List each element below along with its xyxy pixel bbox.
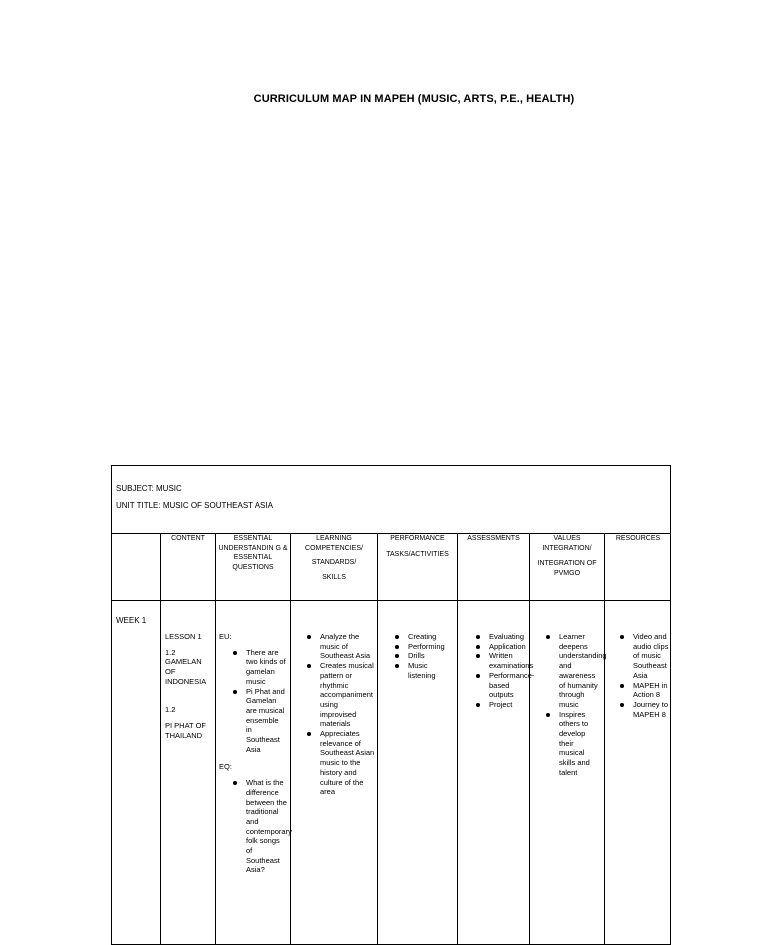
content-item-number: 1.2 bbox=[165, 704, 176, 714]
column-divider bbox=[529, 533, 530, 944]
values-list bbox=[559, 632, 607, 778]
column-heading-essential: ESSENTIAL UNDERSTANDIN G & ESSENTIAL QUESTIONS bbox=[218, 535, 288, 571]
assessments-list bbox=[489, 632, 535, 710]
values-cell bbox=[559, 632, 607, 778]
column-heading-performance bbox=[378, 533, 457, 559]
learning-cell bbox=[320, 632, 376, 797]
eq-item: What is the difference between the traditional and contemporary folk songs of Southeast Asia? bbox=[246, 778, 292, 875]
assessments-cell bbox=[489, 632, 535, 710]
unit-title-label: UNIT TITLE: MUSIC OF SOUTHEAST ASIA bbox=[116, 501, 273, 510]
learning-list bbox=[320, 632, 376, 797]
content-item-gamelan: 1.2 GAMELAN OF INDONESIA bbox=[165, 647, 207, 686]
performance-item: Drills bbox=[408, 651, 456, 661]
assessment-item: Application bbox=[489, 641, 526, 651]
column-divider bbox=[457, 533, 458, 944]
learning-item: Appreciates relevance of Southeast Asian music to the history and culture of the area bbox=[320, 729, 375, 797]
performance-heading-line2: TASKS/ACTIVITIES bbox=[386, 550, 449, 558]
resource-item: Video and audio clips of music Southeast Asia bbox=[633, 632, 669, 680]
column-heading-assessments: ASSESSMENTS bbox=[467, 535, 520, 542]
eu-item: Pi Phat and Gamelan are musical ensemble in Southeast Asia bbox=[246, 686, 285, 754]
column-heading-values bbox=[530, 533, 604, 578]
eq-list bbox=[246, 778, 292, 875]
column-heading-content: CONTENT bbox=[171, 535, 205, 542]
performance-heading-line1: PERFORMANCE bbox=[390, 535, 445, 542]
column-divider bbox=[160, 533, 161, 944]
assessment-item: Project bbox=[489, 700, 527, 710]
resources-list bbox=[633, 632, 669, 719]
column-divider bbox=[604, 533, 605, 944]
table-header-block bbox=[112, 466, 670, 534]
content-item-piphat: PI PHAT OF THAILAND bbox=[165, 721, 206, 740]
content-cell bbox=[165, 632, 213, 741]
curriculum-table bbox=[111, 465, 671, 945]
eu-list bbox=[246, 648, 287, 755]
eu-item: There are two kinds of gamelan music bbox=[246, 647, 286, 686]
performance-item: Performing bbox=[408, 642, 456, 652]
resources-cell bbox=[633, 632, 669, 719]
performance-cell bbox=[408, 632, 456, 681]
values-heading-line1: VALUES INTEGRATION/ bbox=[542, 535, 592, 552]
performance-item: Music listening bbox=[408, 661, 456, 680]
column-heading-resources: RESOURCES bbox=[615, 535, 661, 542]
assessment-item: Evaluating bbox=[489, 632, 527, 642]
performance-item: Creating bbox=[408, 632, 456, 642]
header-row-divider bbox=[112, 600, 670, 601]
week-label: WEEK 1 bbox=[116, 616, 147, 625]
learning-item: Analyze the music of Southeast Asia bbox=[320, 632, 376, 661]
column-divider bbox=[377, 533, 378, 944]
values-item: Learner deepens understanding and awareness of humanity through music bbox=[559, 632, 607, 709]
learning-heading-line2: STANDARDS/ bbox=[311, 559, 357, 566]
column-divider bbox=[290, 533, 291, 944]
learning-heading-line1: LEARNING COMPETENCIES/ bbox=[305, 535, 363, 552]
performance-list bbox=[408, 632, 456, 681]
essential-cell bbox=[219, 632, 292, 875]
eu-label: EU: bbox=[219, 632, 232, 641]
subject-label: SUBJECT: MUSIC bbox=[116, 484, 182, 493]
assessment-item: Performance-based outputs bbox=[489, 670, 535, 700]
resource-item: Journey to MAPEH 8 bbox=[633, 699, 669, 719]
resource-item: MAPEH in Action 8 bbox=[633, 680, 668, 700]
learning-item: Creates musical pattern or rhythmic accompaniment using improvised materials bbox=[320, 661, 376, 729]
values-heading-line2: INTEGRATION OF PVMGO bbox=[537, 560, 597, 577]
assessment-item: Written examinations bbox=[489, 651, 534, 671]
column-divider bbox=[215, 533, 216, 944]
document-title: CURRICULUM MAP IN MAPEH (MUSIC, ARTS, P.E., HEALTH) bbox=[253, 93, 575, 105]
values-item: Inspires others to develop their musical skills and talent bbox=[559, 710, 601, 778]
column-heading-learning bbox=[291, 533, 377, 582]
lesson-label: LESSON 1 bbox=[165, 632, 202, 641]
learning-heading-line3: SKILLS bbox=[322, 573, 346, 581]
eq-label: EQ: bbox=[219, 762, 232, 772]
